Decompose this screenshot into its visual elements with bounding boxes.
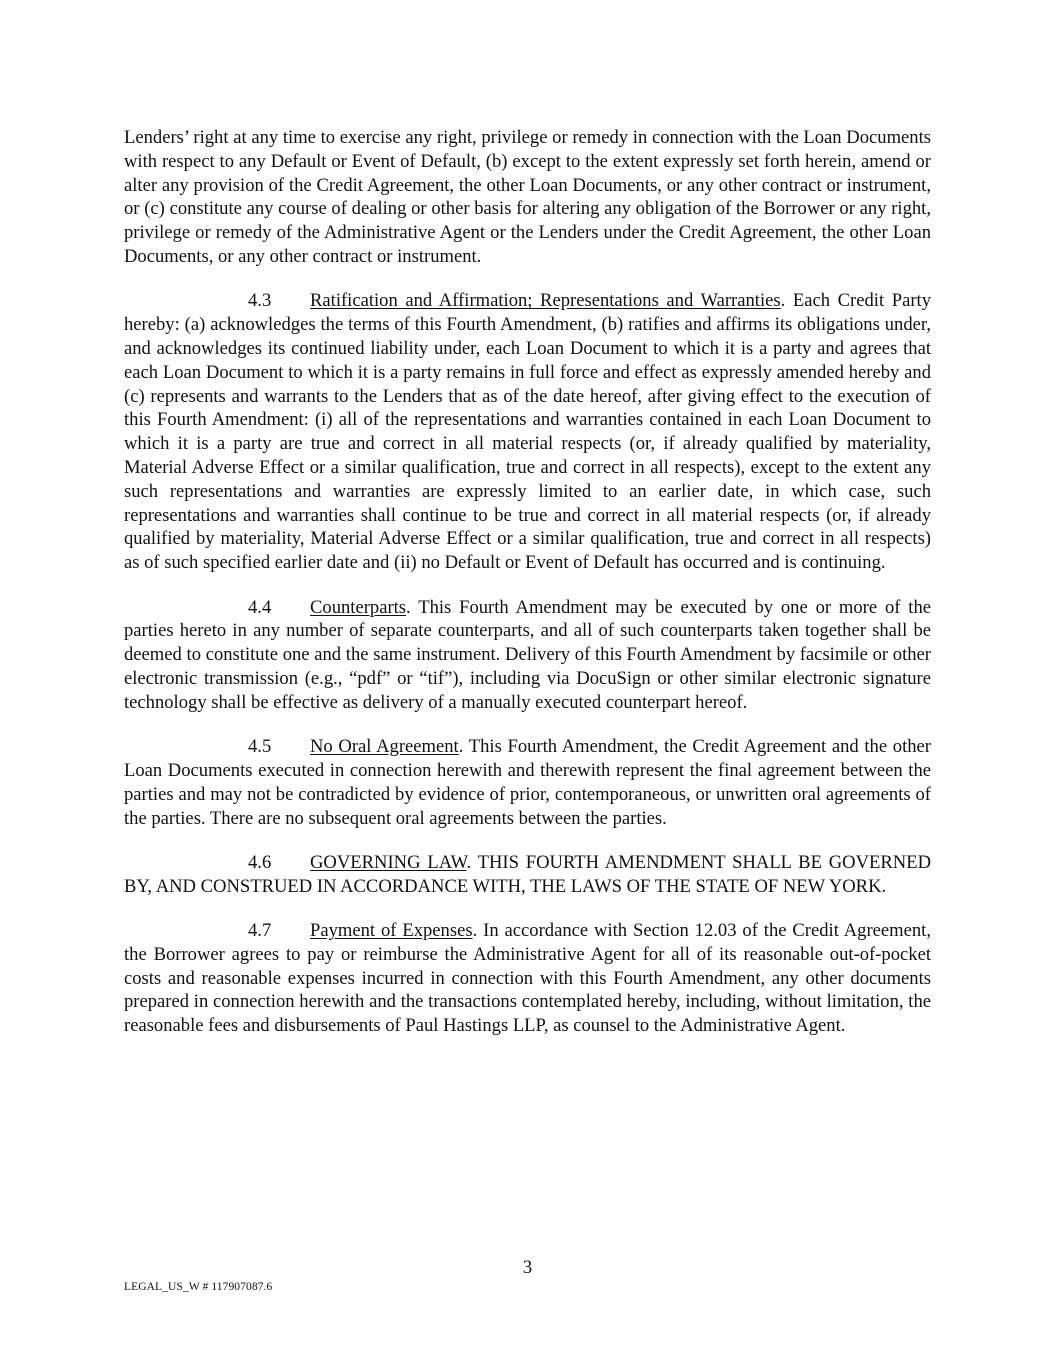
page-number: 3 xyxy=(522,1257,533,1278)
section-title-punct: . xyxy=(458,736,464,758)
section-number: 4.5 xyxy=(248,736,272,758)
section-title-punct: . xyxy=(472,920,478,942)
document-body xyxy=(124,126,931,1059)
section-title: GOVERNING LAW xyxy=(310,851,467,873)
footer-document-code: LEGAL_US_W # 117907087.6 xyxy=(124,1281,273,1293)
section-body: This Fourth Amendment, the Credit Agreement and the other Loan Documents executed in connection herewith and therewith represent the final agreement between the parties and may not be contradicted by evidence of prior, contemporaneous, or unwritten oral agreements of the parties. There are no subsequent oral agreements between the parties. xyxy=(124,736,932,829)
section-body: THIS FOURTH AMENDMENT SHALL BE GOVERNED BY, AND CONSTRUED IN ACCORDANCE WITH, THE LAWS OF THE STATE OF NEW YORK. xyxy=(124,851,931,897)
section-4-6 xyxy=(124,851,931,899)
section-4-5 xyxy=(124,735,931,830)
section-number: 4.7 xyxy=(248,920,272,942)
section-title: Ratification and Affirmation; Representations and Warranties xyxy=(310,290,781,312)
continuation-paragraph: Lenders’ right at any time to exercise any right, privilege or remedy in connection with the Loan Documents with respect to any Default or Event of Default, (b) except to the extent expressly set forth herein, amend or alter any provision of the Credit Agreement, the other Loan Documents, or any other contract or instrument, or (c) constitute any course of dealing or other basis for altering any obligation of the Borrower or any right, privilege or remedy of the Administrative Agent or the Lenders under the Credit Agreement, the other Loan Documents, or any other contract or instrument. xyxy=(124,127,931,267)
section-body: In accordance with Section 12.03 of the Credit Agreement, the Borrower agrees to pay or reimburse the Administrative Agent for all of its reasonable out-of-pocket costs and reasonable expenses incurred in connection with this Fourth Amendment, any other documents prepared in connection herewith and the transactions contemplated hereby, including, without limitation, the reasonable fees and disbursements of Paul Hastings LLP, as counsel to the Administrative Agent. xyxy=(124,920,931,1037)
section-number: 4.3 xyxy=(248,290,272,312)
section-number: 4.4 xyxy=(248,596,272,618)
section-4-7 xyxy=(124,919,931,1038)
section-title: Payment of Expenses xyxy=(310,920,473,942)
section-body: This Fourth Amendment may be executed by one or more of the parties hereto in any number of separate counterparts, and all of such counterparts taken together shall be deemed to constitute one and the same instrument. Delivery of this Fourth Amendment by facsimile or other electronic transmission (e.g., “pdf” or “tif”), including via DocuSign or other similar electronic signature technology shall be effective as delivery of a manually executed counterpart hereof. xyxy=(124,596,931,713)
section-body: Each Credit Party hereby: (a) acknowledges the terms of this Fourth Amendment, (b) ratifies and affirms its obligations under, and acknowledges its continued liability under, each Loan Document to which it is a party and agrees that each Loan Document to which it is a party remains in full force and effect as expressly amended hereby and (c) represents and warrants to the Lenders that as of the date hereof, after giving effect to the execution of this Fourth Amendment: (i) all of the representations and warranties contained in each Loan Document to which it is a party are true and correct in all material respects (or, if already qualified by materiality, Material Adverse Effect or a similar qualification, true and correct in all respects), except to the extent any such representations and warranties are expressly limited to an earlier date, in which case, such representations and warranties shall continue to be true and correct in all material respects (or, if already qualified by materiality, Material Adverse Effect or a similar qualification, true and correct in all respects) as of such specified earlier date and (ii) no Default or Event of Default has occurred and is continuing. xyxy=(124,290,931,574)
section-number: 4.6 xyxy=(248,851,272,873)
section-title-punct: . xyxy=(466,851,472,873)
section-title: Counterparts xyxy=(310,596,407,618)
section-title-punct: . xyxy=(780,290,786,312)
section-4-4 xyxy=(124,596,931,715)
section-4-3 xyxy=(124,289,931,575)
section-title: No Oral Agreement xyxy=(310,736,459,758)
section-title-punct: . xyxy=(406,596,411,618)
